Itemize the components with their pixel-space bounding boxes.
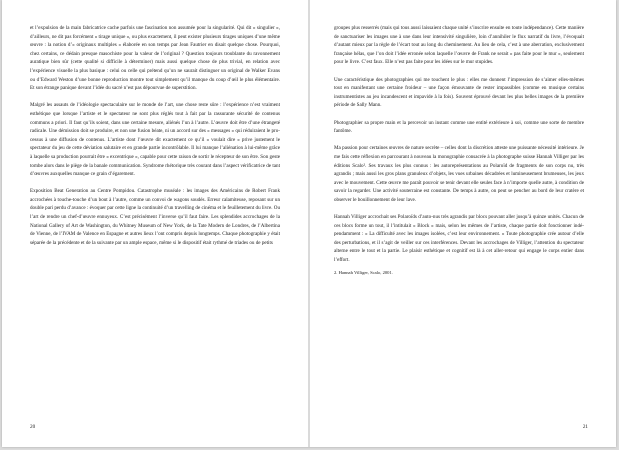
paragraph: Exposition Beat Generation au Centre Pompidou. Catastrophe muséale : les images des Américains de Robert Frank accrochées à touche-touche d’un bout à l’autre, comme un convoi de wagons soudés. Erreur calamiteuse, reposant sur un double pari perdu d’avance : évoquer par cette ligne la continuité d’un travelling de cinéma et le feuilletement du livre. Ou l’art de rendre un chef-d’œuvre ennuyeux. C’est précisément l’inverse qu’il faut faire. Les splendides accrochages de la National Gallery of Art de Washington, du Whitney Museum of New York, de la Tate Modern de Londres, de l’Albertina de Vienne, de l’IVAM de Valence en Espagne et autres lieux l’ont compris depuis longtemps. Chaque photographie y était séparée de la précédente et de la suivante par un ample espace, même si le dispositif était rythmé de triades ou de petits bbox=[30, 188, 280, 246]
right-page bbox=[310, 0, 616, 447]
paragraph: Hannah Villiger accrochait ses Polaroïds d’auto-nus très agrandis par blocs pouvant aller jusqu’à quinze unités. Chacun de ces blocs forme un tout, il l’intitulait « Block » mais, selon les mêmes de l’artiste, chaque partie doit fonctionner indépendamment : « La difficulté avec les images isolées, c’est leur environnement. » Toute photographie crée autour d’elle des perturbations, et il s’agit de veiller sur ces interférences. Devant les accrochages de Villiger, l’attention du spectateur alterne entre le tout et la partie. Le plaisir esthétique et cognitif est là à cet aller-retour qui engage le corps entier dans l’effort. bbox=[334, 214, 584, 264]
book-spread bbox=[2, 0, 616, 447]
paragraph: Malgré les assauts de l’idéologie spectaculaire sur le monde de l’art, une chose reste sûre : l’expérience n’est vraiment esthétique que lorsque l’artiste et le spectateur ne sont plus réglés tout à fait par la rassurante sécurité de contenus communs a priori. Il faut qu’ils soient, dans une certaine mesure, aliénés l’un à l’autre. L’œuvre doit être d’une étrangeté radicale. Une démission doit se produire, et non une fusion béate, ni un accord sur des « messages » qui réduiraient le processus à une diffusion de contenus. L’artiste dont l’œuvre dit exactement ce qu’il « voulait dire » prive justement le spectateur du jeu de cette déviation salutaire et en grande partie incontrôlable. Il lui manque l’aliénation à lui-même grâce à laquelle sa production pourrait être « excentrique », capable pour cette raison de sortir le récepteur de son être. Son geste tombe alors dans le piège de la banale communication. Syndrome rhétorique très courant dans l’aspect vérificatrice de tant d’œuvres auxquelles manque ce grain d’égarement. bbox=[30, 102, 280, 178]
page-number: 20 bbox=[30, 424, 36, 430]
paragraph: groupes plus resserrés (mais qui tous aussi laissaient chaque unité s’inscrire ensuite en toute indépendance). Cette manière de sanctuariser les images une à une dans leur intensivité singulière, loin d’annihiler le flux narratif du livre, l’évoquait d’autant mieux par la règle de l’écart tout au long du cheminement. Au lieu de cela, c’est à une aberration, exclusivement française hélas, que l’on doit l’idée erronée selon laquelle l’œuvre de Frank ne serait « pas faite pour le mur », seulement pour le livre. C’est faux. Elle n’est pas faite pour les idées sur le mur stupides. bbox=[334, 25, 584, 66]
paragraph: Ma passion pour certaines œuvres de nature secrète – celles dont la discrétion atteste une puissante nécessité intérieure. Je me fais cette réflexion en parcourant à nouveau la monographie consacrée à la photographe suisse Hannah Villiger par les éditions Scalo². Ses travaux les plus connus : les autoreprésentations au Polaroïd de fragments de son corps nu, très agrandis ; mais aussi les gros plans granuleux d’objets, les vues urbaines décadrées et lumineusement brumeuses, les jeux avec le mouvement. Cette œuvre me paraît pouvoir se tenir devant elle seules face à n’importe quelle autre, à condition de savoir la regarder. Une activité souterraine est constante. De temps à autre, on peut se pencher au bord de leur cratère et observer le bouillonnement de leur lave. bbox=[334, 145, 584, 203]
left-page bbox=[2, 0, 308, 447]
left-page-body bbox=[30, 24, 280, 247]
footnote: 2. Hannah Villiger, Scalo, 2001. bbox=[334, 269, 393, 275]
right-page-body bbox=[334, 24, 584, 276]
page-number: 21 bbox=[582, 424, 588, 430]
paragraph: et l’expulsion de la main fabricatrice cache parfois une fascination non assumée pour la singularité. Qui dit « singulier », d’ailleurs, ne dit pas forcément « tirage unique », ou plus exactement, il peut exister plusieurs tirages uniques d’une même œuvre : la notion d’« originaux multiples » élaborée en son temps par Jean Fautrier en disait quelque chose. Pourquoi, chez certains, ce dédain presque masochiste pour la valeur de l’original ? Question toujours troublante du ravonnement auratique bien sûr (cette qualité si difficile à déterminer) mais aussi quelque chose de plus trivial, en relation avec l’expérience visuelle la plus basique : celui ou celle qui prétend qu’un ne saurait distinguer un original de Walker Evans ou d’Edward Weston d’une bonne reproduction montre tout simplement qu’il manque du coup d’œil le plus élémentaire. Et son étrange panique devant l’idée du sacré n’est pas dépourvue de superstition. bbox=[30, 25, 280, 92]
paragraph: Une caractéristique des photographies qui me touchent le plus : elles me donnent l’impression de s’aimer elles-mêmes tout en manifestant une certaine froideur – une façon émouvante de rester impassibles (comme en musique certains instrumentistes au jeu incandescent et impavide à la fois). Souvent éprouvé devant les plus belles images de la première période de Sally Mann. bbox=[334, 76, 584, 109]
paragraph: Photographier sa propre main et la percevoir un instant comme une entité extérieure à soi, comme une sorte de membre fantôme. bbox=[334, 119, 584, 135]
